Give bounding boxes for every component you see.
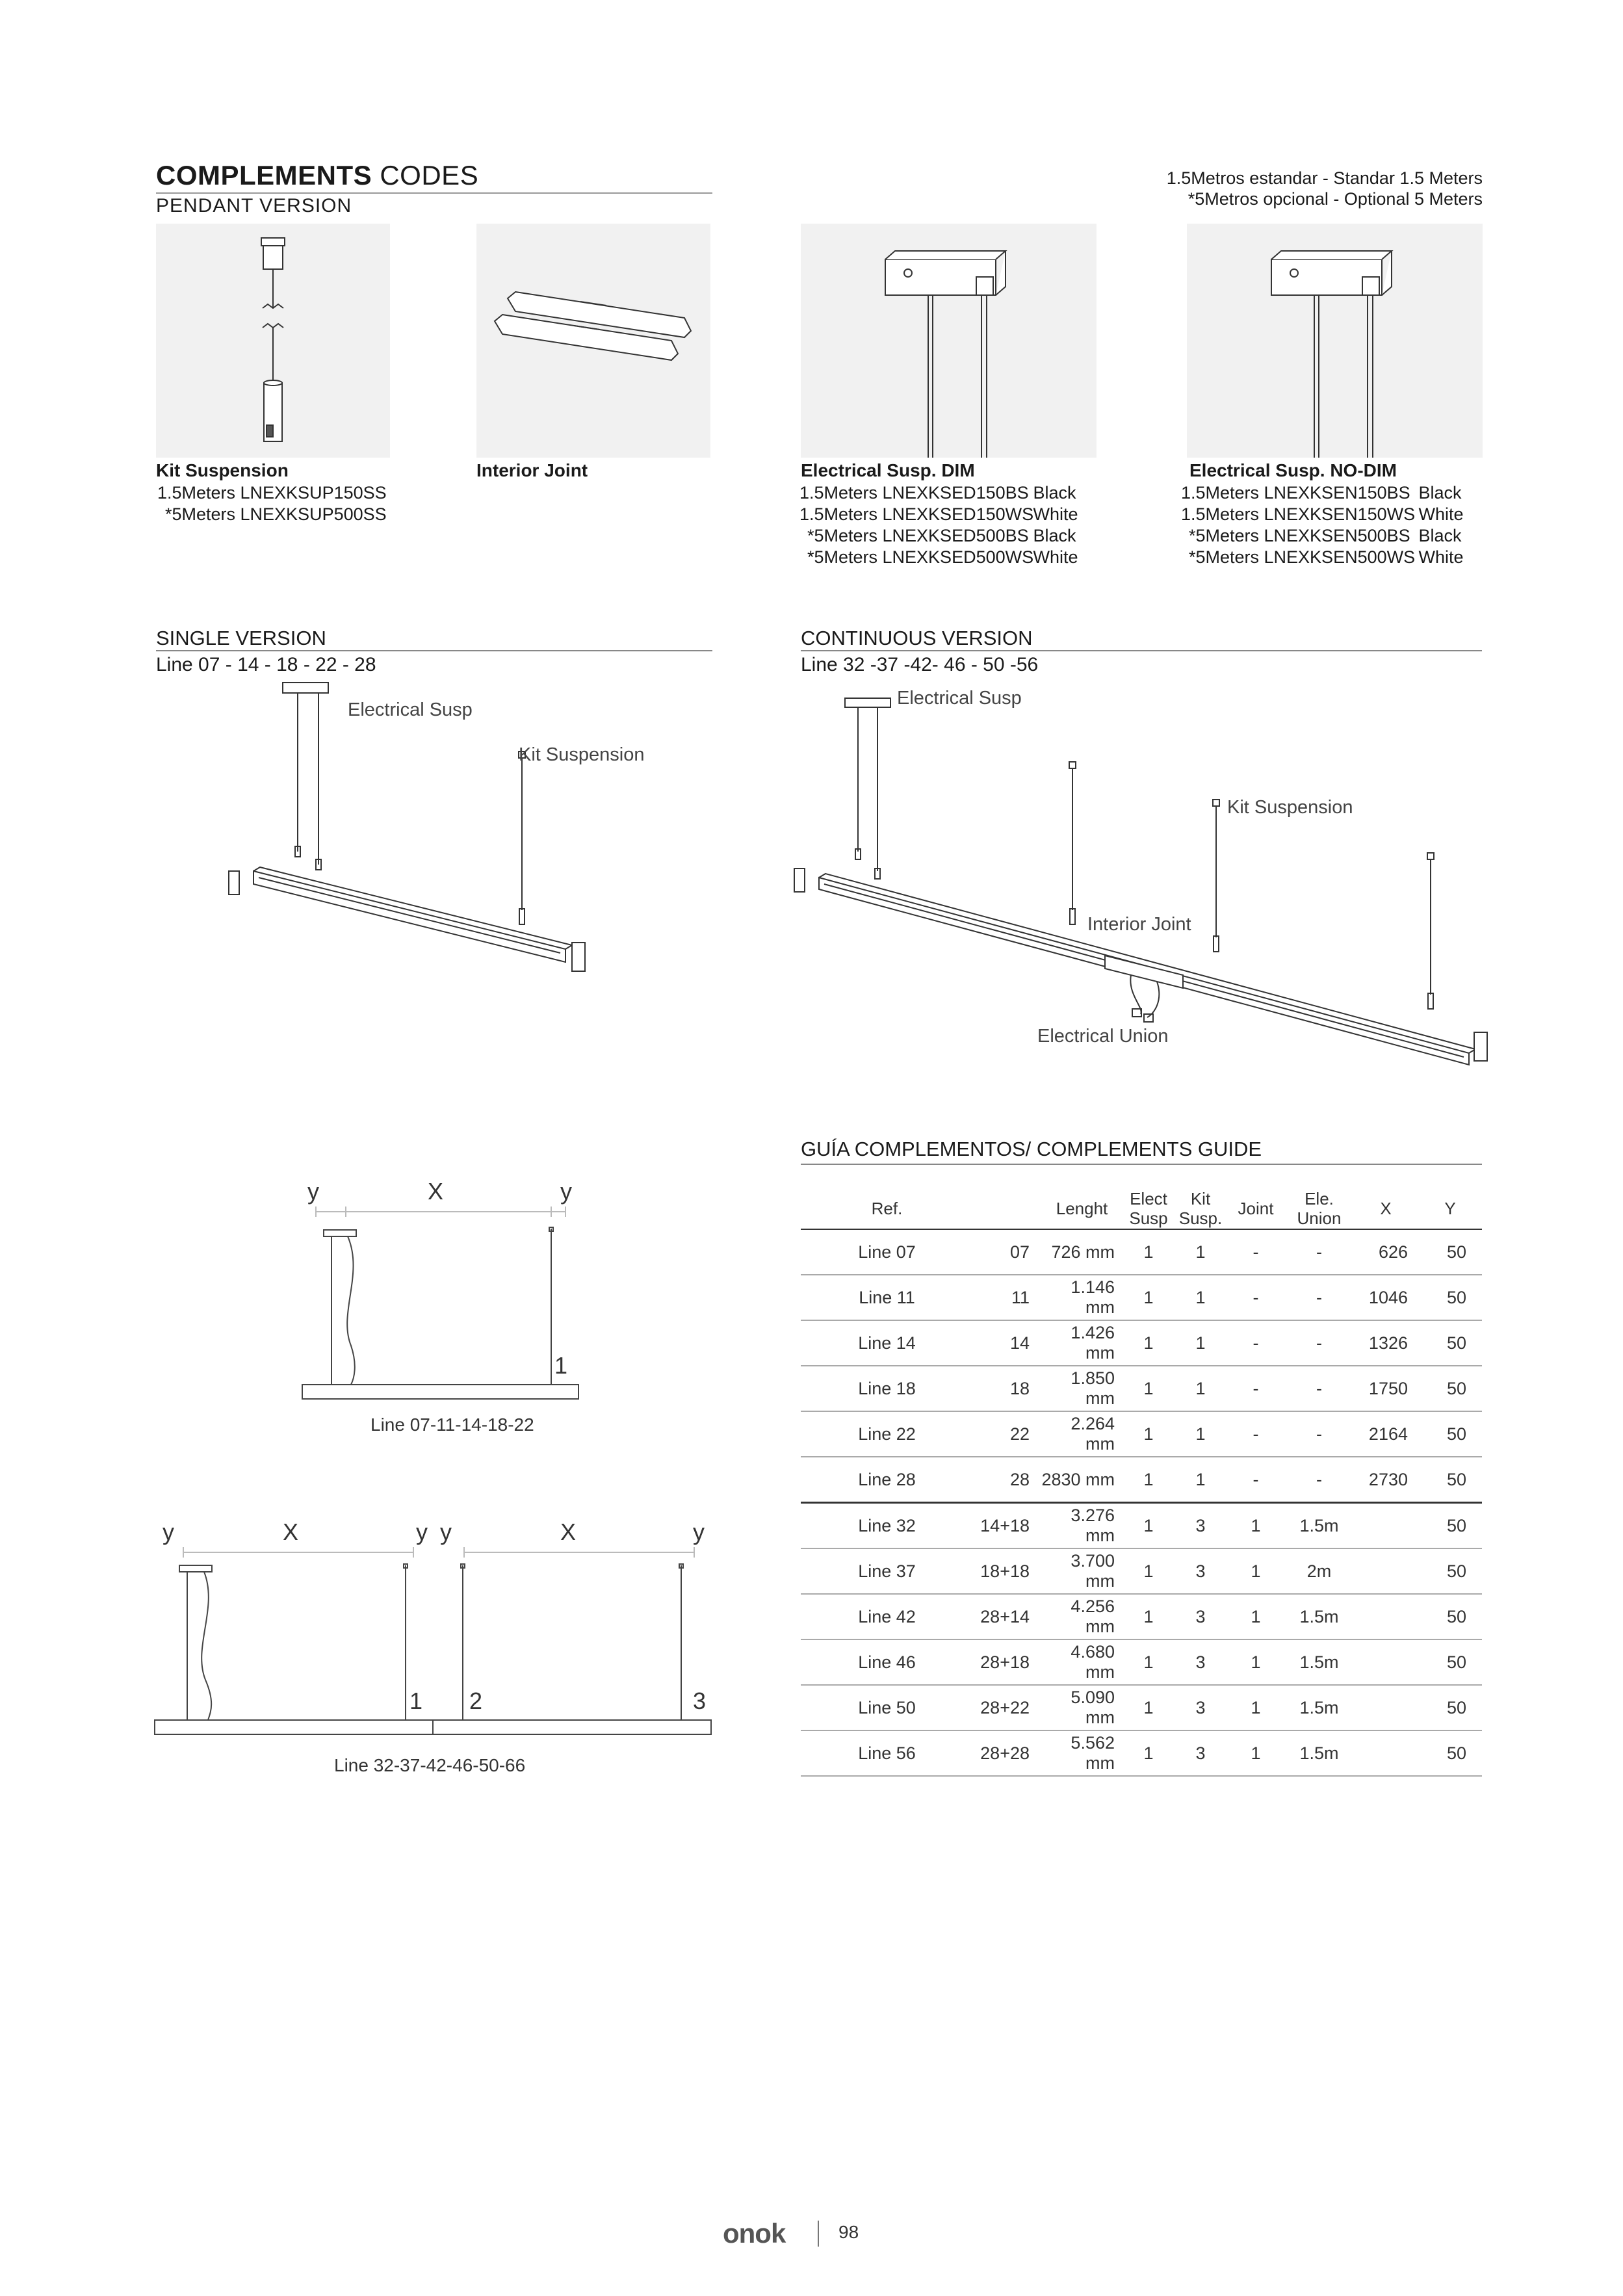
col-x: X bbox=[1353, 1188, 1418, 1229]
row-elect-susp: 1 bbox=[1123, 1548, 1175, 1594]
dim-cont-y1: y bbox=[162, 1519, 174, 1545]
dim-single-diagram bbox=[299, 1196, 585, 1411]
row-y: 50 bbox=[1418, 1503, 1482, 1549]
row-x: 2730 bbox=[1353, 1457, 1418, 1503]
row-kit-susp: 3 bbox=[1175, 1548, 1227, 1594]
row-y: 50 bbox=[1418, 1457, 1482, 1503]
row-union: - bbox=[1285, 1411, 1353, 1457]
row-joint: - bbox=[1227, 1275, 1285, 1320]
electrical-susp-nodim-caption: Electrical Susp. NO-DIM bbox=[1189, 460, 1397, 480]
dim-single-num1: 1 bbox=[554, 1352, 568, 1379]
dim-cont-y3: y bbox=[440, 1519, 452, 1545]
single-label-kit: Kit Suspension bbox=[519, 744, 645, 765]
row-elect-susp: 1 bbox=[1123, 1457, 1175, 1503]
row-union: - bbox=[1285, 1366, 1353, 1411]
page-number: 98 bbox=[838, 2222, 859, 2242]
header-rule bbox=[156, 192, 712, 194]
row-elect-susp: 1 bbox=[1123, 1685, 1175, 1730]
continuous-version-heading: CONTINUOUS VERSION bbox=[801, 627, 1033, 649]
row-ref: Line 46 bbox=[801, 1639, 973, 1685]
col-num bbox=[973, 1188, 1041, 1229]
electrical-susp-nodim-image bbox=[1187, 224, 1483, 458]
row-union: 1.5m bbox=[1285, 1594, 1353, 1639]
row-length: 2830 mm bbox=[1041, 1457, 1123, 1503]
row-length: 726 mm bbox=[1041, 1229, 1123, 1275]
row-y: 50 bbox=[1418, 1548, 1482, 1594]
row-union: - bbox=[1285, 1320, 1353, 1366]
kit-suspension-caption: Kit Suspension bbox=[156, 460, 289, 480]
row-num: 07 bbox=[973, 1229, 1041, 1275]
table-row bbox=[801, 1320, 1482, 1366]
table-row bbox=[801, 1594, 1482, 1639]
row-kit-susp: 3 bbox=[1175, 1503, 1227, 1549]
table-row bbox=[801, 1730, 1482, 1776]
row-union: 1.5m bbox=[1285, 1685, 1353, 1730]
dim-cont-num2: 2 bbox=[469, 1688, 483, 1714]
row-joint: 1 bbox=[1227, 1639, 1285, 1685]
row-num: 28+28 bbox=[973, 1730, 1041, 1776]
row-y: 50 bbox=[1418, 1730, 1482, 1776]
row-x bbox=[1353, 1594, 1418, 1639]
row-y: 50 bbox=[1418, 1594, 1482, 1639]
table-row bbox=[801, 1457, 1482, 1503]
row-x: 2164 bbox=[1353, 1411, 1418, 1457]
guide-heading: GUÍA COMPLEMENTOS/ COMPLEMENTS GUIDE bbox=[801, 1138, 1262, 1160]
table-row bbox=[801, 1229, 1482, 1275]
row-ref: Line 50 bbox=[801, 1685, 973, 1730]
row-joint: 1 bbox=[1227, 1730, 1285, 1776]
row-num: 28+18 bbox=[973, 1639, 1041, 1685]
col-ele-union: Ele. Union bbox=[1285, 1188, 1353, 1229]
row-num: 18 bbox=[973, 1366, 1041, 1411]
row-kit-susp: 3 bbox=[1175, 1730, 1227, 1776]
row-kit-susp: 1 bbox=[1175, 1275, 1227, 1320]
continuous-label-joint: Interior Joint bbox=[1087, 914, 1191, 935]
row-elect-susp: 1 bbox=[1123, 1275, 1175, 1320]
row-x: 1750 bbox=[1353, 1366, 1418, 1411]
row-length: 1.850 mm bbox=[1041, 1366, 1123, 1411]
row-union: 1.5m bbox=[1285, 1639, 1353, 1685]
brand-logo: onok bbox=[723, 2218, 786, 2249]
row-kit-susp: 1 bbox=[1175, 1457, 1227, 1503]
row-ref: Line 37 bbox=[801, 1548, 973, 1594]
row-joint: - bbox=[1227, 1457, 1285, 1503]
row-num: 18+18 bbox=[973, 1548, 1041, 1594]
interior-joint-caption: Interior Joint bbox=[476, 460, 588, 480]
row-num: 28+14 bbox=[973, 1594, 1041, 1639]
row-y: 50 bbox=[1418, 1320, 1482, 1366]
row-ref: Line 11 bbox=[801, 1275, 973, 1320]
row-length: 5.090 mm bbox=[1041, 1685, 1123, 1730]
table-header-row bbox=[801, 1188, 1482, 1229]
row-num: 14+18 bbox=[973, 1503, 1041, 1549]
code-row: 1.5Meters LNEXKSED150WSWhite bbox=[799, 504, 1078, 524]
electrical-susp-dim-codes bbox=[786, 482, 1078, 568]
dim-cont-x1: X bbox=[283, 1519, 299, 1545]
row-ref: Line 56 bbox=[801, 1730, 973, 1776]
row-union: 1.5m bbox=[1285, 1503, 1353, 1549]
interior-joint-image bbox=[476, 224, 710, 458]
row-joint: 1 bbox=[1227, 1548, 1285, 1594]
length-note bbox=[1167, 168, 1483, 209]
row-x bbox=[1353, 1685, 1418, 1730]
electrical-susp-dim-caption: Electrical Susp. DIM bbox=[801, 460, 975, 480]
guide-rule bbox=[801, 1164, 1482, 1165]
kit-suspension-image bbox=[156, 224, 390, 458]
continuous-lines: Line 32 -37 -42- 46 - 50 -56 bbox=[801, 654, 1039, 675]
row-length: 1.146 mm bbox=[1041, 1275, 1123, 1320]
electrical-susp-dim-drawing bbox=[801, 224, 1097, 458]
page-title bbox=[156, 160, 478, 191]
row-x: 1046 bbox=[1353, 1275, 1418, 1320]
row-length: 3.276 mm bbox=[1041, 1503, 1123, 1549]
row-union: 2m bbox=[1285, 1548, 1353, 1594]
row-elect-susp: 1 bbox=[1123, 1594, 1175, 1639]
row-x: 626 bbox=[1353, 1229, 1418, 1275]
row-kit-susp: 3 bbox=[1175, 1594, 1227, 1639]
single-version-diagram bbox=[221, 676, 611, 1008]
row-y: 50 bbox=[1418, 1229, 1482, 1275]
kit-suspension-drawing bbox=[156, 224, 390, 458]
continuous-version-diagram bbox=[793, 689, 1488, 1079]
code-row: *5Meters LNEXKSED500WSWhite bbox=[807, 547, 1078, 567]
kit-suspension-codes bbox=[144, 482, 387, 525]
col-kit-susp: Kit Susp. bbox=[1175, 1188, 1227, 1229]
row-y: 50 bbox=[1418, 1411, 1482, 1457]
single-version-heading: SINGLE VERSION bbox=[156, 627, 326, 649]
row-ref: Line 28 bbox=[801, 1457, 973, 1503]
row-x bbox=[1353, 1730, 1418, 1776]
electrical-susp-nodim-codes bbox=[1168, 482, 1464, 568]
row-x bbox=[1353, 1548, 1418, 1594]
table-row bbox=[801, 1639, 1482, 1685]
row-length: 5.562 mm bbox=[1041, 1730, 1123, 1776]
dim-cont-y4: y bbox=[693, 1519, 705, 1545]
table-row bbox=[801, 1685, 1482, 1730]
code-row: *5Meters LNEXKSED500BS Black bbox=[807, 526, 1076, 545]
row-ref: Line 32 bbox=[801, 1503, 973, 1549]
interior-joint-drawing bbox=[476, 224, 710, 458]
dim-cont-x2: X bbox=[560, 1519, 577, 1545]
dim-cont-y2: y bbox=[416, 1519, 428, 1545]
table-row bbox=[801, 1548, 1482, 1594]
row-num: 22 bbox=[973, 1411, 1041, 1457]
code-row: 1.5Meters LNEXKSUP150SS bbox=[157, 483, 387, 502]
length-note-line2: *5Metros opcional - Optional 5 Meters bbox=[1188, 189, 1483, 209]
code-row: 1.5Meters LNEXKSED150BS Black bbox=[799, 483, 1076, 502]
row-union: - bbox=[1285, 1229, 1353, 1275]
code-row: 1.5Meters LNEXKSEN150WS White bbox=[1180, 504, 1464, 524]
row-elect-susp: 1 bbox=[1123, 1503, 1175, 1549]
row-y: 50 bbox=[1418, 1275, 1482, 1320]
code-row: *5Meters LNEXKSEN500WS White bbox=[1188, 547, 1464, 567]
title-light: CODES bbox=[380, 160, 479, 190]
row-ref: Line 42 bbox=[801, 1594, 973, 1639]
pendant-subtitle: PENDANT VERSION bbox=[156, 195, 352, 216]
row-kit-susp: 3 bbox=[1175, 1639, 1227, 1685]
row-num: 28 bbox=[973, 1457, 1041, 1503]
col-joint: Joint bbox=[1227, 1188, 1285, 1229]
single-rule bbox=[156, 650, 712, 651]
footer-divider bbox=[818, 2221, 819, 2247]
dim-cont-diagram bbox=[153, 1537, 715, 1751]
code-row: *5Meters LNEXKSUP500SS bbox=[164, 504, 387, 524]
row-union: - bbox=[1285, 1275, 1353, 1320]
code-row: 1.5Meters LNEXKSEN150BS Black bbox=[1180, 483, 1462, 502]
row-y: 50 bbox=[1418, 1685, 1482, 1730]
row-kit-susp: 1 bbox=[1175, 1366, 1227, 1411]
continuous-label-electrical: Electrical Susp bbox=[897, 688, 1022, 709]
table-row bbox=[801, 1411, 1482, 1457]
single-label-electrical: Electrical Susp bbox=[348, 699, 473, 720]
row-kit-susp: 1 bbox=[1175, 1320, 1227, 1366]
col-lenght: Lenght bbox=[1041, 1188, 1123, 1229]
row-joint: 1 bbox=[1227, 1594, 1285, 1639]
row-num: 11 bbox=[973, 1275, 1041, 1320]
dim-single-y-right: y bbox=[560, 1178, 572, 1205]
table-row bbox=[801, 1503, 1482, 1549]
dim-cont-caption: Line 32-37-42-46-50-66 bbox=[334, 1755, 526, 1775]
row-joint: - bbox=[1227, 1229, 1285, 1275]
row-union: 1.5m bbox=[1285, 1730, 1353, 1776]
row-joint: - bbox=[1227, 1366, 1285, 1411]
code-row: *5Meters LNEXKSEN500BS Black bbox=[1188, 526, 1462, 545]
row-elect-susp: 1 bbox=[1123, 1639, 1175, 1685]
row-ref: Line 07 bbox=[801, 1229, 973, 1275]
row-ref: Line 18 bbox=[801, 1366, 973, 1411]
row-joint: 1 bbox=[1227, 1685, 1285, 1730]
single-lines: Line 07 - 14 - 18 - 22 - 28 bbox=[156, 654, 376, 675]
dim-cont-num3: 3 bbox=[693, 1688, 707, 1714]
row-elect-susp: 1 bbox=[1123, 1320, 1175, 1366]
continuous-label-union: Electrical Union bbox=[1037, 1026, 1169, 1047]
col-elect-susp: Elect Susp bbox=[1123, 1188, 1175, 1229]
row-length: 4.680 mm bbox=[1041, 1639, 1123, 1685]
row-ref: Line 22 bbox=[801, 1411, 973, 1457]
length-note-line1: 1.5Metros estandar - Standar 1.5 Meters bbox=[1166, 168, 1483, 188]
electrical-susp-dim-image bbox=[801, 224, 1097, 458]
row-elect-susp: 1 bbox=[1123, 1229, 1175, 1275]
row-num: 14 bbox=[973, 1320, 1041, 1366]
row-x bbox=[1353, 1639, 1418, 1685]
row-elect-susp: 1 bbox=[1123, 1730, 1175, 1776]
row-num: 28+22 bbox=[973, 1685, 1041, 1730]
row-y: 50 bbox=[1418, 1366, 1482, 1411]
col-y: Y bbox=[1418, 1188, 1482, 1229]
row-length: 4.256 mm bbox=[1041, 1594, 1123, 1639]
row-y: 50 bbox=[1418, 1639, 1482, 1685]
continuous-rule bbox=[801, 650, 1482, 651]
dim-single-y-left: y bbox=[307, 1178, 319, 1205]
row-joint: - bbox=[1227, 1411, 1285, 1457]
dim-cont-num1: 1 bbox=[409, 1688, 423, 1714]
row-length: 3.700 mm bbox=[1041, 1548, 1123, 1594]
row-kit-susp: 3 bbox=[1175, 1685, 1227, 1730]
complements-guide-table bbox=[801, 1188, 1482, 1777]
row-elect-susp: 1 bbox=[1123, 1366, 1175, 1411]
row-kit-susp: 1 bbox=[1175, 1411, 1227, 1457]
table-row bbox=[801, 1275, 1482, 1320]
col-ref: Ref. bbox=[801, 1188, 973, 1229]
table-body bbox=[801, 1229, 1482, 1776]
dim-single-caption: Line 07-11-14-18-22 bbox=[370, 1415, 534, 1435]
row-kit-susp: 1 bbox=[1175, 1229, 1227, 1275]
row-elect-susp: 1 bbox=[1123, 1411, 1175, 1457]
electrical-susp-nodim-drawing bbox=[1187, 224, 1483, 458]
row-x bbox=[1353, 1503, 1418, 1549]
row-union: - bbox=[1285, 1457, 1353, 1503]
continuous-label-kit: Kit Suspension bbox=[1227, 797, 1353, 818]
row-length: 2.264 mm bbox=[1041, 1411, 1123, 1457]
title-bold: COMPLEMENTS bbox=[156, 160, 372, 190]
row-length: 1.426 mm bbox=[1041, 1320, 1123, 1366]
row-joint: - bbox=[1227, 1320, 1285, 1366]
row-x: 1326 bbox=[1353, 1320, 1418, 1366]
row-joint: 1 bbox=[1227, 1503, 1285, 1549]
row-ref: Line 14 bbox=[801, 1320, 973, 1366]
dim-single-x: X bbox=[428, 1178, 444, 1205]
table-row bbox=[801, 1366, 1482, 1411]
